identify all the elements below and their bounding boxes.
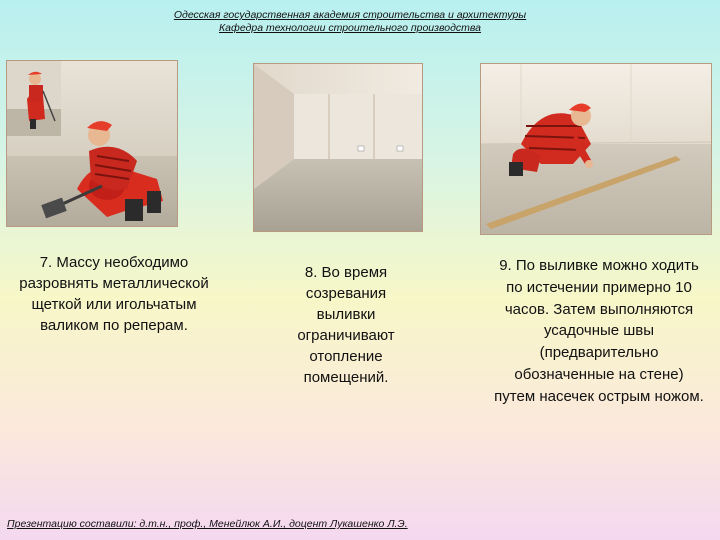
photo-leveling <box>6 60 178 227</box>
caption-step-9: 9. По выливке можно ходить по истечении примерно 10 часов. Затем выполняются усадочные швы (предварительно обозначенные на стене) путем насечек острым ножом. <box>494 257 704 405</box>
header-department: Кафедра технологии строительного производства <box>218 22 481 34</box>
photo-cutting <box>480 63 712 235</box>
footer-authors: Презентацию составили: д.т.н., проф., Менейлюк А.И., доцент Лукашенко Л.Э. <box>7 518 408 530</box>
header-institution: Одесская государственная академия строительства и архитектуры <box>173 9 527 21</box>
caption-step-7: 7. Массу необходимо разровнять металлической щеткой или игольчатым валиком по реперам. <box>19 254 209 334</box>
photo-room <box>253 63 423 232</box>
caption-step-8: 8. Во время созревания выливки ограничивают отопление помещений. <box>297 264 395 386</box>
